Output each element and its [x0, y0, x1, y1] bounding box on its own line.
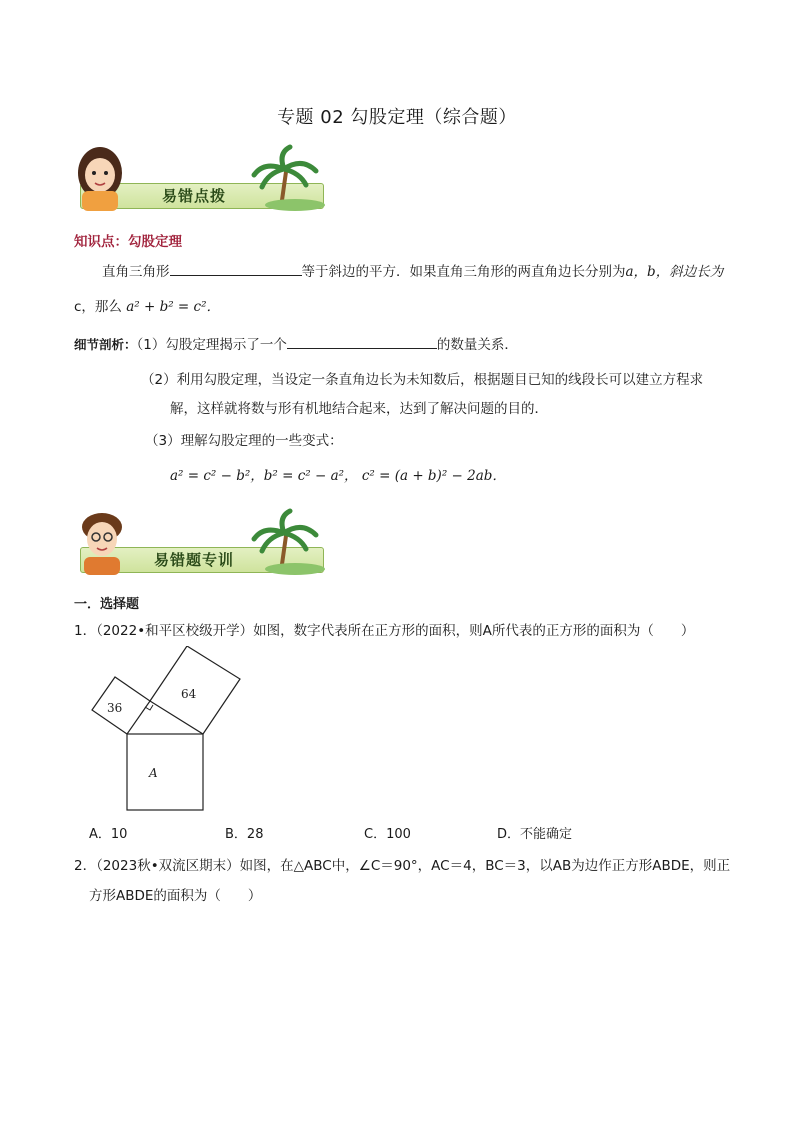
fill-blank-2 — [287, 334, 437, 349]
text-segment: 等于斜边的平方．如果直角三角形的两直角边长分别为 — [301, 264, 626, 280]
question-2-line-1: 2．（2023秋•双流区期末）如图，在△ABC中，∠C＝90°，AC＝4，BC＝3，以AB为边作正方形ABDE，则正 — [74, 858, 731, 874]
knowledge-line-1 — [102, 261, 723, 282]
question-2-line-2: 方形ABDE的面积为（ ） — [89, 888, 262, 904]
math-formula: a² + b² = c²． — [126, 299, 221, 315]
q1-option-c[interactable]: C．100 — [364, 827, 411, 842]
knowledge-line-2 — [74, 297, 220, 317]
bottom-square-label: A — [149, 766, 158, 780]
q1-option-d[interactable]: D．不能确定 — [497, 827, 573, 842]
left-square-label: 36 — [107, 701, 123, 715]
banner-label: 易错题专训 — [154, 551, 235, 569]
banner-error-training — [70, 507, 332, 579]
section-heading: 一．选择题 — [74, 597, 140, 612]
detail-item-2b: 解，这样就将数与形有机地结合起来，达到了解决问题的目的． — [170, 401, 548, 417]
detail-label: 细节剖析： — [74, 337, 137, 352]
detail-item-3: （3）理解勾股定理的一些变式： — [145, 433, 343, 449]
text-segment: （1）勾股定理揭示了一个 — [136, 337, 287, 353]
banner-error-tips — [70, 143, 332, 215]
variant-formulas: a² = c² − b²，b² = c² − a²， c² = (a + b)² − 2ab． — [170, 468, 506, 484]
q1-option-a[interactable]: A．10 — [89, 827, 128, 842]
text-segment: 直角三角形 — [102, 264, 170, 280]
text-segment: 的数量关系． — [436, 337, 518, 353]
detail-item-1 — [74, 334, 518, 355]
fill-blank-1 — [170, 261, 302, 276]
banner-label: 易错点拨 — [162, 187, 227, 205]
page-title: 专题 02 勾股定理（综合题） — [277, 107, 517, 128]
q1-option-b[interactable]: B．28 — [225, 827, 264, 842]
knowledge-heading: 知识点：勾股定理 — [74, 234, 182, 250]
math-segment: a，b，斜边长为 — [625, 264, 724, 280]
question-1-stem: 1．（2022•和平区校级开学）如图，数字代表所在正方形的面积，则A所代表的正方形的面积为（ ） — [74, 623, 695, 639]
question-1-figure — [88, 646, 248, 814]
text-segment: c，那么 — [74, 299, 122, 315]
right-square-label: 64 — [181, 687, 197, 701]
detail-item-2a: （2）利用勾股定理，当设定一条直角边长为未知数后，根据题目已知的线段长可以建立方程求 — [141, 372, 704, 388]
